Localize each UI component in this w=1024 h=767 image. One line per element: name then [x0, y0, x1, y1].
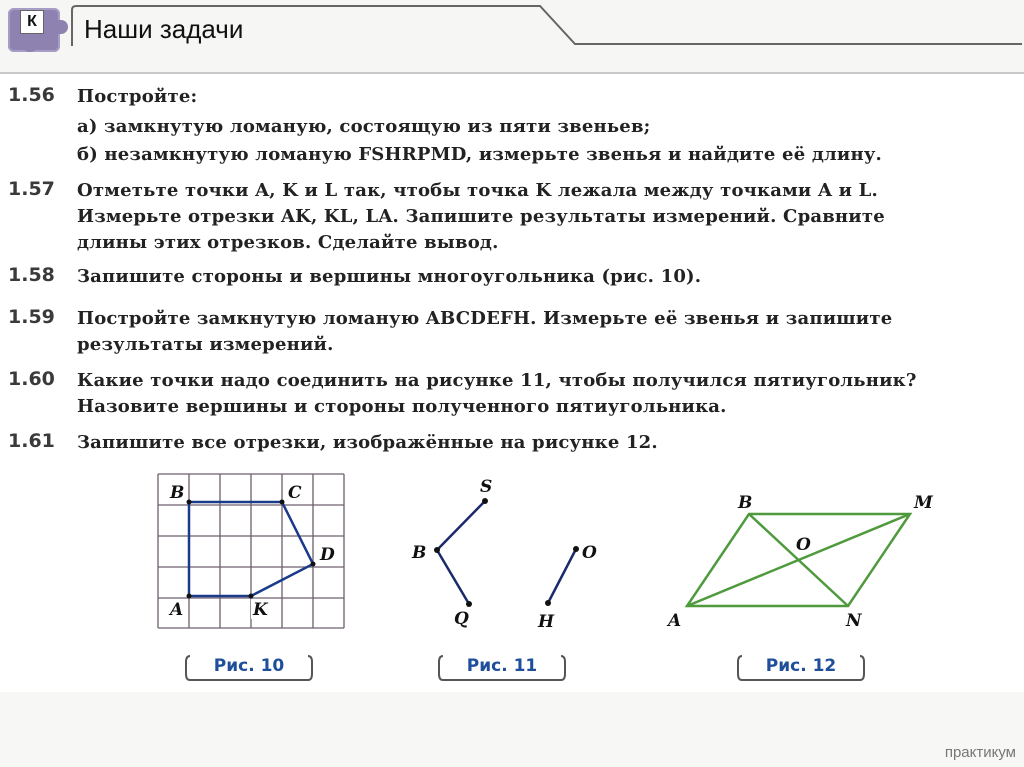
point-q	[466, 601, 472, 607]
problem-line: Какие точки надо соединить на рисунке 11, чтобы получился пятиугольник?	[77, 370, 917, 391]
point-c	[280, 500, 285, 505]
problem-number: 1.57	[8, 178, 55, 200]
point-s	[482, 498, 488, 504]
problem-line: результаты измерений.	[77, 334, 334, 355]
figure-12	[660, 486, 950, 636]
header	[0, 0, 1024, 72]
caption-fig-11: Рис. 11	[466, 656, 538, 676]
caption-fig-10: Рис. 10	[213, 656, 285, 676]
header-divider	[0, 72, 1024, 74]
problem-line: длины этих отрезков. Сделайте вывод.	[77, 232, 499, 253]
label-b: B	[738, 493, 753, 513]
problem-line: Постройте замкнутую ломаную ABCDEFH. Измерьте её звенья и запишите	[77, 308, 893, 329]
label-m: M	[914, 493, 933, 513]
problem-line: Измерьте отрезки AK, KL, LA. Запишите результаты измерений. Сравните	[77, 206, 885, 227]
label-b: B	[412, 543, 427, 563]
label-b: B	[170, 483, 185, 503]
figure-11	[400, 472, 620, 632]
label-k: K	[253, 600, 268, 620]
problem-line: Постройте:	[77, 86, 198, 107]
point-b	[434, 547, 440, 553]
problem-line: Запишите все отрезки, изображённые на рисунке 12.	[77, 432, 658, 453]
problem-line: Назовите вершины и стороны полученного пятиугольника.	[77, 396, 727, 417]
problem-number: 1.59	[8, 306, 55, 328]
puzzle-knob	[56, 20, 68, 34]
footer-label: практикум	[944, 744, 1016, 761]
label-n: N	[846, 611, 862, 631]
problem-number: 1.58	[8, 264, 55, 286]
label-a: A	[170, 600, 184, 620]
label-s: S	[480, 477, 493, 497]
label-o: O	[796, 535, 811, 555]
footer-area	[0, 692, 1024, 767]
label-o: O	[582, 543, 597, 563]
point-d	[311, 562, 316, 567]
point-o	[573, 546, 579, 552]
problem-line: Запишите стороны и вершины многоугольника (рис. 10).	[77, 266, 702, 287]
page-title: Наши задачи	[84, 14, 244, 44]
label-d: D	[320, 545, 335, 565]
problem-number: 1.60	[8, 368, 55, 390]
point-k	[249, 594, 254, 599]
point-b	[187, 500, 192, 505]
problem-number: 1.61	[8, 430, 55, 452]
problem-line: б) незамкнутую ломаную FSHRPMD, измерьте звенья и найдите её длину.	[77, 144, 883, 165]
label-a: A	[668, 611, 682, 631]
problem-line: а) замкнутую ломаную, состоящую из пяти звеньев;	[77, 116, 651, 137]
diagonal-am	[687, 514, 910, 606]
figure-10	[150, 466, 350, 632]
point-h	[545, 600, 551, 606]
problem-line: Отметьте точки A, K и L так, чтобы точка K лежала между точками A и L.	[77, 180, 878, 201]
label-h: H	[538, 612, 555, 632]
point-a	[187, 594, 192, 599]
caption-fig-12: Рис. 12	[765, 656, 837, 676]
problem-number: 1.56	[8, 84, 55, 106]
badge-letter: К	[20, 10, 44, 34]
label-c: C	[288, 483, 302, 503]
label-q: Q	[454, 609, 469, 629]
